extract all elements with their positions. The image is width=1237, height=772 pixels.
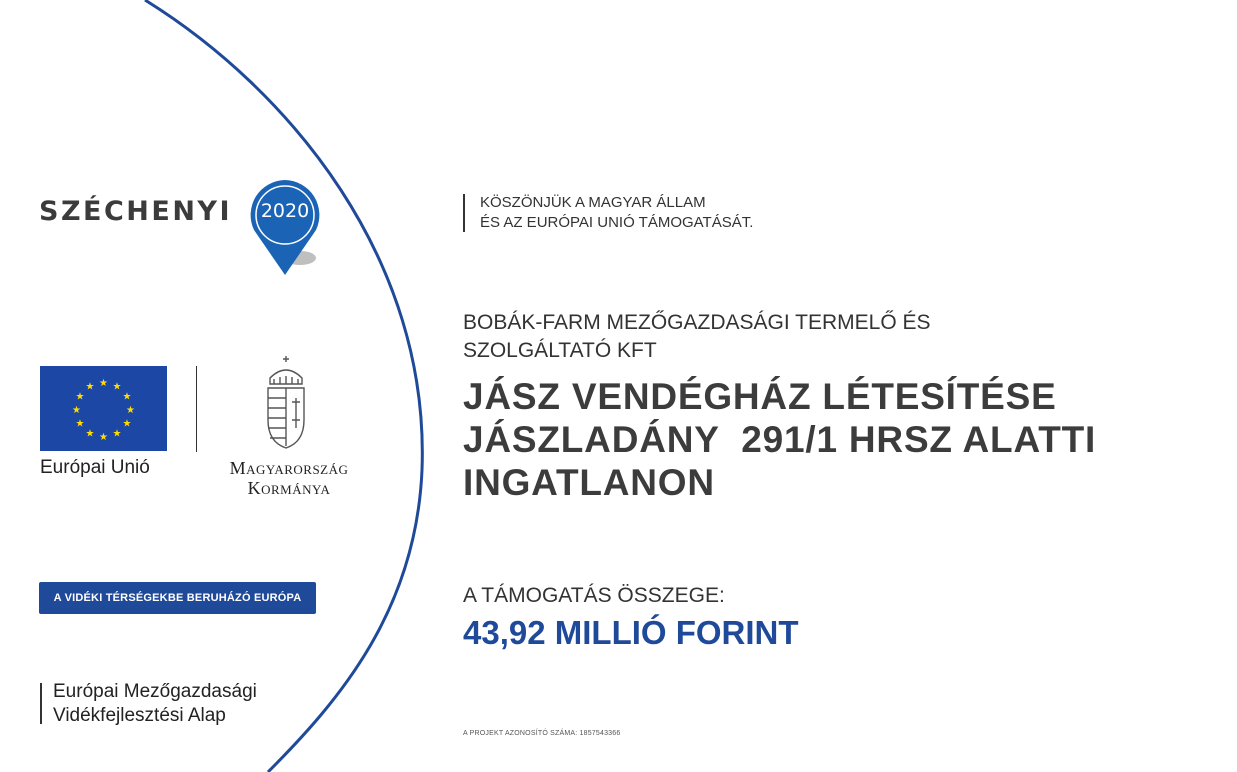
svg-text:★: ★ bbox=[99, 432, 108, 443]
thanks-divider bbox=[463, 194, 465, 232]
fund-line1: Európai Mezőgazdasági bbox=[53, 681, 257, 702]
thanks-line1: KÖSZÖNJÜK A MAGYAR ÁLLAM bbox=[480, 194, 706, 211]
government-line2: Kormánya bbox=[247, 478, 331, 498]
project-title-line2: JÁSZLADÁNY 291/1 HRSZ ALATTI bbox=[463, 419, 1097, 460]
fund-label bbox=[53, 680, 257, 728]
location-pin-icon bbox=[248, 178, 322, 278]
svg-text:★: ★ bbox=[122, 391, 132, 403]
svg-text:★: ★ bbox=[99, 378, 108, 389]
thanks-text bbox=[480, 193, 753, 233]
svg-text:★: ★ bbox=[112, 381, 122, 393]
project-title-line1: JÁSZ VENDÉGHÁZ LÉTESÍTÉSE bbox=[463, 376, 1057, 417]
government-label bbox=[200, 458, 378, 498]
support-amount-value: 43,92 MILLIÓ FORINT bbox=[463, 614, 799, 651]
hungarian-coat-of-arms-icon bbox=[262, 354, 310, 450]
svg-text:★: ★ bbox=[72, 405, 81, 416]
rural-europe-banner: A VIDÉKI TÉRSÉGEKBE BERUHÁZÓ EURÓPA bbox=[39, 582, 316, 614]
project-id: A PROJEKT AZONOSÍTÓ SZÁMA: 1857543366 bbox=[463, 730, 621, 737]
svg-text:★: ★ bbox=[75, 418, 85, 430]
beneficiary-line1: BOBÁK-FARM MEZŐGAZDASÁGI TERMELŐ ÉS bbox=[463, 311, 931, 334]
fund-line2: Vidékfejlesztési Alap bbox=[53, 705, 226, 726]
support-amount-label: A TÁMOGATÁS ÖSSZEGE: bbox=[463, 584, 725, 607]
eu-label: Európai Unió bbox=[40, 457, 150, 478]
szechenyi-year: 2020 bbox=[260, 200, 310, 222]
eu-flag-icon bbox=[40, 366, 167, 451]
project-title-line3: INGATLANON bbox=[463, 462, 715, 503]
beneficiary-line2: SZOLGÁLTATÓ KFT bbox=[463, 339, 657, 362]
project-title bbox=[463, 375, 1096, 504]
svg-text:★: ★ bbox=[122, 418, 132, 430]
svg-text:★: ★ bbox=[112, 428, 122, 440]
svg-text:★: ★ bbox=[126, 405, 135, 416]
fund-divider bbox=[40, 683, 42, 724]
svg-text:★: ★ bbox=[75, 391, 85, 403]
government-line1: Magyarország bbox=[229, 458, 349, 478]
thanks-line2: ÉS AZ EURÓPAI UNIÓ TÁMOGATÁSÁT. bbox=[480, 214, 754, 231]
szechenyi-logo-text: SZÉCHENYI bbox=[39, 196, 233, 227]
svg-text:★: ★ bbox=[85, 428, 95, 440]
logo-divider bbox=[196, 366, 197, 452]
svg-text:★: ★ bbox=[85, 381, 95, 393]
beneficiary-name bbox=[463, 309, 931, 365]
